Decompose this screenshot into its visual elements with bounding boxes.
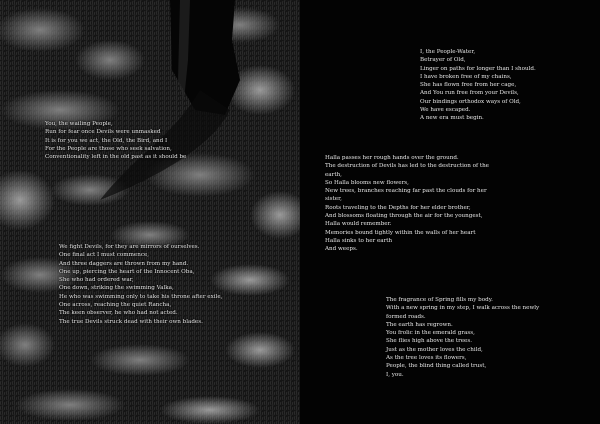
poem-line: As the tree loves its flowers, (386, 355, 467, 362)
poem-line: The true Devils struck dead with their own blades. (59, 318, 203, 325)
poem-line: Linger on paths for longer than I should. (420, 65, 536, 72)
poem-line: I, you. (386, 371, 404, 378)
poem-line: And weeps. (325, 246, 358, 253)
poem-line: One down, striking the swimming Valka, (59, 285, 174, 292)
poem-line: New trees, branches reaching far past the clouds for her (325, 188, 487, 195)
right-page (300, 0, 600, 424)
poem-line: Halla would remember. (325, 221, 392, 228)
poem-line: I, the People-Water, (420, 49, 476, 55)
poem-line: Run for fear once Devils were unmasked (45, 129, 161, 136)
poem-line: The fragrance of Spring fills my body. (386, 297, 493, 303)
poem-right-top (420, 48, 536, 123)
poem-line: Roots traveling to the Depths for her elder brother, (325, 204, 471, 211)
poem-line: She has flown free from her cage, (420, 82, 517, 89)
poem-line: And blossoms floating through the air for the youngest, (325, 213, 483, 220)
poem-line: The earth has regrown. (386, 321, 453, 328)
poem-line: She who had ordered war, (59, 277, 134, 284)
poem-line: Memories bound tightly within the walls of her heart (325, 229, 476, 236)
poem-line: formed roads. (386, 313, 426, 320)
poem-line: With a new spring in my step, I walk across the newly (386, 305, 540, 312)
poem-line: Conventionality left in the old past as it should be (45, 154, 187, 161)
poem-line: Just as the mother loves the child, (386, 346, 483, 353)
poem-left-bottom (59, 243, 222, 326)
poem-line: One across, reaching the quiet Rancha, (59, 302, 172, 309)
poem-right-middle (325, 154, 489, 254)
poem-line: sister, (325, 196, 342, 203)
poem-line: earth, (325, 171, 342, 178)
poem-line: I have broken free of my chains, (420, 73, 512, 80)
poem-line: He who was swimming only to take his throne after exile, (59, 293, 223, 300)
poem-line: A new era must begin. (420, 115, 484, 122)
poem-line: It is for you we act, the Old, the Bird, and I (45, 137, 168, 144)
poem-line: You, the wailing People, (45, 121, 113, 127)
poem-right-bottom (386, 296, 539, 379)
poem-line: For the People are those who seek salvation, (45, 145, 172, 152)
poem-line: The destruction of Devils has led to the destruction of the (325, 163, 489, 170)
poem-left-top (45, 120, 186, 161)
poem-line: And three daggers are thrown from my hand. (59, 260, 189, 267)
poem-line: You frolic in the emerald grass, (386, 330, 475, 337)
poem-line: The keen observer, he who had not acted. (59, 310, 178, 317)
poem-line: People, the blind thing called trust, (386, 363, 487, 370)
poem-line: She flies high above the trees. (386, 338, 473, 345)
poem-line: We fight Devils, for they are mirrors of ourselves. (59, 244, 200, 250)
poem-line: One final act I must commence, (59, 252, 150, 259)
poem-line: So Halla blooms new flowers, (325, 179, 409, 186)
poem-line: One up, piercing the heart of the Innocent Oba, (59, 268, 195, 275)
poem-line: And You run free from your Devils, (420, 90, 519, 97)
poem-line: Halla sinks to her earth (325, 237, 393, 244)
poem-line: Betrayer of Old, (420, 57, 466, 64)
poem-line: Halla passes her rough hands over the ground. (325, 155, 459, 161)
poem-line: Our bindings orthodox ways of Old, (420, 98, 521, 105)
poem-line: We have escaped. (420, 107, 471, 114)
